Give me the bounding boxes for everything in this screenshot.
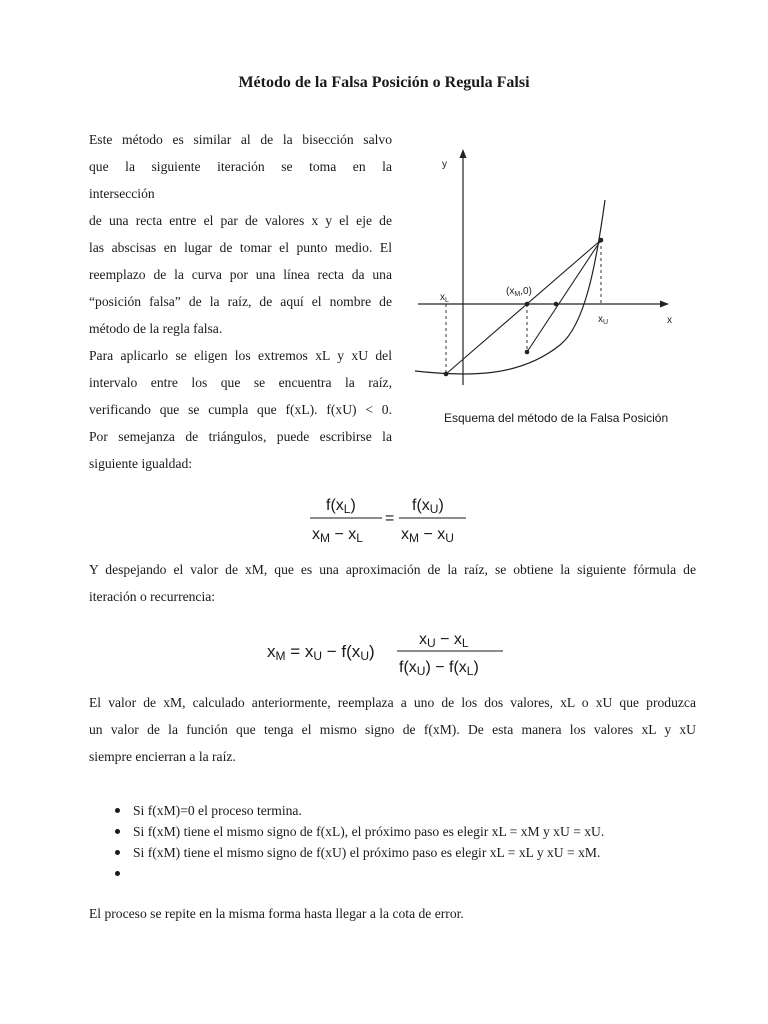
xl-label: $x_L$ [440, 292, 449, 304]
paragraph-line: Y despejando el valor de xM, que es una aproximación de la raíz, se obtiene la siguiente fórmula de [89, 562, 696, 577]
svg-text:xU − xL: xU − xL [419, 631, 469, 650]
y-axis-label: y [442, 159, 447, 170]
x-axis-label: x [667, 315, 672, 326]
x-axis-arrow-icon [660, 301, 669, 308]
page-title: Método de la Falsa Posición o Regula Falsi [238, 74, 530, 91]
closing-paragraph: El proceso se repite en la misma forma hasta llegar a la cota de error. [89, 906, 464, 921]
intro-line: “posición falsa” de la raíz, de aquí el nombre de [89, 294, 392, 309]
point-xm-on-curve [525, 350, 530, 355]
paragraph-line: siempre encierran a la raíz. [89, 749, 236, 764]
recurrence-intro-paragraph [89, 556, 696, 610]
intro-line: reemplazo de la curva por una línea recta da una [89, 267, 392, 282]
intro-line: Por semejanza de triángulos, puede escribirse la [89, 429, 392, 444]
intro-line: que la siguiente iteración se toma en la [89, 159, 392, 174]
svg-text:f(xU) − f(xL): f(xU) − f(xL) [399, 659, 479, 678]
intro-line: verificando que se cumpla que f(xL). f(xU) < 0. [89, 402, 392, 417]
svg-text:f(xL): f(xL) [326, 497, 356, 516]
secant-line-1 [446, 240, 601, 374]
intro-line: las abscisas en lugar de tomar el punto medio. El [89, 240, 392, 255]
svg-text:xM − xU: xM − xU [401, 526, 454, 545]
intro-line: Este método es similar al de la bisección salvo [89, 132, 392, 147]
paragraph-line: El valor de xM, calculado anteriormente, reemplaza a uno de los dos valores, xL o xU que produzca [89, 695, 696, 710]
y-axis-arrow-icon [460, 149, 467, 158]
list-item: Si f(xM) tiene el mismo signo de f(xU) el próximo paso es elegir xL = xL y xU = xM. [115, 842, 604, 863]
svg-text:xM = xU − f(xU): xM = xU − f(xU) [267, 642, 375, 663]
similar-triangles-equation [308, 492, 478, 553]
paragraph-line: iteración o recurrencia: [89, 589, 216, 604]
update-rule-paragraph [89, 689, 696, 770]
xu-label: $x_U$ [598, 314, 609, 326]
svg-text:=: = [385, 510, 395, 527]
intro-line: de una recta entre el par de valores x y el eje de [89, 213, 392, 228]
false-position-diagram [410, 145, 680, 435]
list-item: Si f(xM) tiene el mismo signo de f(xL), el próximo paso es elegir xL = xM y xU = xU. [115, 821, 604, 842]
intro-line: método de la regla falsa. [89, 321, 223, 336]
point-xl [444, 372, 449, 377]
rules-list [115, 800, 604, 884]
intro-line: intervalo entre los que se encuentra la raíz, [89, 375, 392, 390]
list-item [115, 863, 604, 884]
intro-line: siguiente igualdad: [89, 456, 193, 471]
xm-label: $(x_M,0)$ [506, 286, 532, 298]
recurrence-formula [265, 624, 510, 685]
point-second-intersection [554, 302, 559, 307]
paragraph-line: un valor de la función que tenga el mismo signo de f(xM). De esta manera los valores xL y xU [89, 722, 696, 737]
intro-paragraph [89, 126, 392, 477]
intro-line: intersección [89, 186, 155, 201]
secant-line-2 [527, 240, 601, 352]
figure-caption: Esquema del método de la Falsa Posición [444, 411, 669, 425]
point-xu [599, 238, 604, 243]
point-xm-root [525, 302, 530, 307]
svg-text:f(xU): f(xU) [412, 497, 444, 516]
intro-line: Para aplicarlo se eligen los extremos xL y xU del [89, 348, 392, 363]
svg-text:xM − xL: xM − xL [312, 526, 363, 545]
list-item: Si f(xM)=0 el proceso termina. [115, 800, 604, 821]
